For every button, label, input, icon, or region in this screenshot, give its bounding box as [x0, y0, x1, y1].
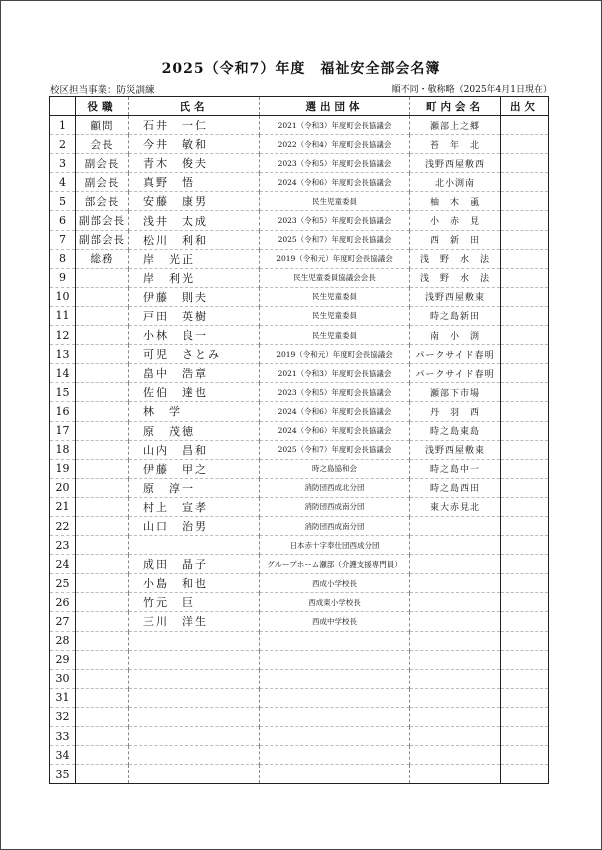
row-number: 31: [50, 688, 76, 707]
name-cell: 山内 昌和: [129, 440, 260, 459]
table-row: [50, 459, 549, 478]
name-cell: 伊藤 甲之: [129, 459, 260, 478]
row-number: 17: [50, 421, 76, 440]
town-cell: [410, 593, 501, 612]
row-number: 13: [50, 345, 76, 364]
name-cell: [129, 707, 260, 726]
table-row: [50, 135, 549, 154]
role-cell: [76, 421, 129, 440]
role-cell: [76, 536, 129, 555]
group-cell: 消防団西成南分団: [260, 516, 410, 535]
name-cell: 小林 良一: [129, 326, 260, 345]
attendance-cell: [501, 516, 549, 535]
table-row: [50, 421, 549, 440]
row-number: 18: [50, 440, 76, 459]
attendance-cell: [501, 154, 549, 173]
row-number: 26: [50, 593, 76, 612]
table-row: [50, 688, 549, 707]
row-number: 7: [50, 230, 76, 249]
header-row: [50, 97, 549, 116]
row-number: 32: [50, 707, 76, 726]
group-cell: 2021（令和3）年度町会長協議会: [260, 116, 410, 135]
role-cell: [76, 383, 129, 402]
row-number: 21: [50, 497, 76, 516]
name-cell: [129, 727, 260, 746]
town-cell: [410, 612, 501, 631]
name-cell: 今井 敏和: [129, 135, 260, 154]
name-cell: 畠中 浩章: [129, 364, 260, 383]
table-row: [50, 593, 549, 612]
attendance-cell: [501, 173, 549, 192]
group-cell: [260, 650, 410, 669]
group-cell: 消防団西成南分団: [260, 497, 410, 516]
name-cell: [129, 631, 260, 650]
group-cell: 民生児童委員: [260, 192, 410, 211]
town-cell: [410, 746, 501, 765]
table-row: [50, 326, 549, 345]
name-cell: 可児 さとみ: [129, 345, 260, 364]
table-row: [50, 440, 549, 459]
role-cell: [76, 440, 129, 459]
table-row: [50, 707, 549, 726]
town-cell: 浅 野 水 法: [410, 249, 501, 268]
role-cell: [76, 478, 129, 497]
group-cell: [260, 765, 410, 784]
table-row: [50, 669, 549, 688]
role-cell: [76, 306, 129, 325]
role-cell: [76, 555, 129, 574]
table-row: [50, 211, 549, 230]
attendance-cell: [501, 746, 549, 765]
town-cell: 瀬部上之郷: [410, 116, 501, 135]
name-cell: 浅井 太成: [129, 211, 260, 230]
name-cell: [129, 669, 260, 688]
town-cell: [410, 555, 501, 574]
role-cell: [76, 612, 129, 631]
row-number: 24: [50, 555, 76, 574]
table-row: [50, 746, 549, 765]
row-number: 16: [50, 402, 76, 421]
role-cell: [76, 707, 129, 726]
table-row: [50, 192, 549, 211]
table-row: [50, 306, 549, 325]
group-cell: [260, 631, 410, 650]
name-cell: 原 茂徳: [129, 421, 260, 440]
role-cell: [76, 516, 129, 535]
name-cell: 真野 悟: [129, 173, 260, 192]
header-role: 役職: [76, 97, 129, 116]
table-row: [50, 402, 549, 421]
group-cell: 2019（令和元）年度町会長協議会: [260, 249, 410, 268]
name-cell: 成田 晶子: [129, 555, 260, 574]
header-name: 氏名: [129, 97, 260, 116]
row-number: 27: [50, 612, 76, 631]
name-cell: [129, 746, 260, 765]
group-cell: 民生児童委員協議会会長: [260, 268, 410, 287]
table-row: [50, 364, 549, 383]
town-cell: 時之島中一: [410, 459, 501, 478]
town-cell: [410, 765, 501, 784]
town-cell: [410, 516, 501, 535]
group-cell: 日本赤十字奉仕団西成分団: [260, 536, 410, 555]
row-number: 14: [50, 364, 76, 383]
town-cell: [410, 688, 501, 707]
row-number: 20: [50, 478, 76, 497]
role-cell: [76, 326, 129, 345]
role-cell: [76, 287, 129, 306]
group-cell: 西成東小学校長: [260, 593, 410, 612]
row-number: 11: [50, 306, 76, 325]
town-cell: [410, 574, 501, 593]
table-row: [50, 478, 549, 497]
role-cell: 部会長: [76, 192, 129, 211]
name-cell: 佐伯 達也: [129, 383, 260, 402]
town-cell: 浅野西屋敷西: [410, 154, 501, 173]
attendance-cell: [501, 688, 549, 707]
attendance-cell: [501, 555, 549, 574]
town-cell: 時之島新田: [410, 306, 501, 325]
attendance-cell: [501, 135, 549, 154]
attendance-cell: [501, 116, 549, 135]
table-row: [50, 765, 549, 784]
row-number: 15: [50, 383, 76, 402]
attendance-cell: [501, 707, 549, 726]
group-cell: 2023（令和5）年度町会長協議会: [260, 211, 410, 230]
row-number: 6: [50, 211, 76, 230]
group-cell: [260, 669, 410, 688]
group-cell: 消防団西成北分団: [260, 478, 410, 497]
name-cell: 村上 宣孝: [129, 497, 260, 516]
group-cell: 2023（令和5）年度町会長協議会: [260, 154, 410, 173]
group-cell: 2024（令和6）年度町会長協議会: [260, 173, 410, 192]
role-cell: [76, 688, 129, 707]
group-cell: 2025（令和7）年度町会長協議会: [260, 440, 410, 459]
attendance-cell: [501, 574, 549, 593]
town-cell: 北小渕南: [410, 173, 501, 192]
group-cell: 時之島協和会: [260, 459, 410, 478]
header-town: 町内会名: [410, 97, 501, 116]
table-row: [50, 516, 549, 535]
table-row: [50, 536, 549, 555]
name-cell: 小島 和也: [129, 574, 260, 593]
table-row: [50, 612, 549, 631]
roster-table: [49, 96, 549, 784]
name-cell: [129, 688, 260, 707]
school-district-duty: 校区担当事業：防災訓練: [50, 85, 155, 96]
attendance-cell: [501, 364, 549, 383]
role-cell: [76, 402, 129, 421]
role-cell: 総務: [76, 249, 129, 268]
town-cell: パークサイド春明: [410, 364, 501, 383]
row-number: 3: [50, 154, 76, 173]
row-number: 9: [50, 268, 76, 287]
table-row: [50, 650, 549, 669]
attendance-cell: [501, 765, 549, 784]
role-cell: [76, 574, 129, 593]
name-cell: 石井 一仁: [129, 116, 260, 135]
town-cell: 東大赤見北: [410, 497, 501, 516]
table-row: [50, 154, 549, 173]
row-number: 19: [50, 459, 76, 478]
name-cell: 竹元 巨: [129, 593, 260, 612]
table-row: [50, 287, 549, 306]
role-cell: [76, 345, 129, 364]
role-cell: [76, 765, 129, 784]
attendance-cell: [501, 306, 549, 325]
attendance-cell: [501, 326, 549, 345]
row-number: 28: [50, 631, 76, 650]
group-cell: 民生児童委員: [260, 306, 410, 325]
table-row: [50, 249, 549, 268]
town-cell: [410, 650, 501, 669]
name-cell: 岸 光正: [129, 249, 260, 268]
name-cell: 安藤 康男: [129, 192, 260, 211]
name-cell: 松川 利和: [129, 230, 260, 249]
role-cell: [76, 669, 129, 688]
town-cell: [410, 707, 501, 726]
table-row: [50, 383, 549, 402]
header-no: [50, 97, 76, 116]
name-cell: [129, 765, 260, 784]
row-number: 8: [50, 249, 76, 268]
town-cell: 浅野西屋敷東: [410, 440, 501, 459]
group-cell: 2023（令和5）年度町会長協議会: [260, 383, 410, 402]
table-row: [50, 727, 549, 746]
role-cell: [76, 631, 129, 650]
name-cell: 三川 洋生: [129, 612, 260, 631]
table-row: [50, 173, 549, 192]
attendance-cell: [501, 230, 549, 249]
group-cell: 2022（令和4）年度町会長協議会: [260, 135, 410, 154]
header-group: 選出団体: [260, 97, 410, 116]
group-cell: [260, 746, 410, 765]
table-row: [50, 497, 549, 516]
role-cell: [76, 746, 129, 765]
role-cell: [76, 497, 129, 516]
name-cell: [129, 536, 260, 555]
group-cell: 2019（令和元）年度町会長協議会: [260, 345, 410, 364]
row-number: 5: [50, 192, 76, 211]
attendance-cell: [501, 192, 549, 211]
group-cell: 民生児童委員: [260, 326, 410, 345]
town-cell: [410, 669, 501, 688]
table-row: [50, 574, 549, 593]
attendance-cell: [501, 345, 549, 364]
attendance-cell: [501, 536, 549, 555]
role-cell: 顧問: [76, 116, 129, 135]
town-cell: 時之島西田: [410, 478, 501, 497]
role-cell: 副部会長: [76, 230, 129, 249]
as-of-note: 順不同・敬称略（2025年4月1日現在）: [391, 85, 552, 95]
attendance-cell: [501, 631, 549, 650]
name-cell: 伊藤 則夫: [129, 287, 260, 306]
attendance-cell: [501, 249, 549, 268]
attendance-cell: [501, 669, 549, 688]
group-cell: 2024（令和6）年度町会長協議会: [260, 421, 410, 440]
role-cell: [76, 364, 129, 383]
name-cell: 青木 俊夫: [129, 154, 260, 173]
attendance-cell: [501, 211, 549, 230]
attendance-cell: [501, 421, 549, 440]
group-cell: 民生児童委員: [260, 287, 410, 306]
attendance-cell: [501, 383, 549, 402]
attendance-cell: [501, 459, 549, 478]
table-row: [50, 345, 549, 364]
group-cell: 2025（令和7）年度町会長協議会: [260, 230, 410, 249]
row-number: 10: [50, 287, 76, 306]
document-title: 2025（令和7）年度 福祉安全部会名簿: [161, 61, 441, 77]
role-cell: 副部会長: [76, 211, 129, 230]
row-number: 25: [50, 574, 76, 593]
town-cell: 浅野西屋敷東: [410, 287, 501, 306]
town-cell: [410, 727, 501, 746]
role-cell: 副会長: [76, 173, 129, 192]
role-cell: [76, 593, 129, 612]
table-row: [50, 230, 549, 249]
group-cell: 西成中学校長: [260, 612, 410, 631]
header-attendance: 出欠: [501, 97, 549, 116]
roster-body: [50, 116, 549, 784]
town-cell: 時之島東島: [410, 421, 501, 440]
name-cell: 林 学: [129, 402, 260, 421]
name-cell: 戸田 英樹: [129, 306, 260, 325]
role-cell: [76, 727, 129, 746]
town-cell: 瀬部下市場: [410, 383, 501, 402]
group-cell: 西成小学校長: [260, 574, 410, 593]
role-cell: [76, 268, 129, 287]
attendance-cell: [501, 268, 549, 287]
group-cell: 2024（令和6）年度町会長協議会: [260, 402, 410, 421]
row-number: 2: [50, 135, 76, 154]
town-cell: 浅 野 水 法: [410, 268, 501, 287]
attendance-cell: [501, 727, 549, 746]
attendance-cell: [501, 497, 549, 516]
attendance-cell: [501, 402, 549, 421]
town-cell: 苔 年 北: [410, 135, 501, 154]
row-number: 30: [50, 669, 76, 688]
row-number: 29: [50, 650, 76, 669]
town-cell: [410, 536, 501, 555]
row-number: 1: [50, 116, 76, 135]
town-cell: [410, 631, 501, 650]
town-cell: 柚 木 颪: [410, 192, 501, 211]
attendance-cell: [501, 478, 549, 497]
row-number: 23: [50, 536, 76, 555]
attendance-cell: [501, 593, 549, 612]
name-cell: 岸 利光: [129, 268, 260, 287]
role-cell: 会長: [76, 135, 129, 154]
table-row: [50, 631, 549, 650]
row-number: 35: [50, 765, 76, 784]
town-cell: パークサイド春明: [410, 345, 501, 364]
table-row: [50, 555, 549, 574]
group-cell: [260, 688, 410, 707]
attendance-cell: [501, 650, 549, 669]
table-row: [50, 268, 549, 287]
town-cell: 丹 羽 西: [410, 402, 501, 421]
town-cell: 南 小 渕: [410, 326, 501, 345]
town-cell: 小 赤 見: [410, 211, 501, 230]
town-cell: 西 新 田: [410, 230, 501, 249]
row-number: 33: [50, 727, 76, 746]
group-cell: [260, 727, 410, 746]
name-cell: 山口 治男: [129, 516, 260, 535]
row-number: 34: [50, 746, 76, 765]
group-cell: [260, 707, 410, 726]
role-cell: 副会長: [76, 154, 129, 173]
row-number: 4: [50, 173, 76, 192]
attendance-cell: [501, 612, 549, 631]
group-cell: 2021（令和3）年度町会長協議会: [260, 364, 410, 383]
name-cell: [129, 650, 260, 669]
table-row: [50, 116, 549, 135]
role-cell: [76, 459, 129, 478]
row-number: 12: [50, 326, 76, 345]
row-number: 22: [50, 516, 76, 535]
attendance-cell: [501, 440, 549, 459]
group-cell: グループホーム瀬部（介護支援専門員）: [260, 555, 410, 574]
attendance-cell: [501, 287, 549, 306]
name-cell: 原 淳一: [129, 478, 260, 497]
role-cell: [76, 650, 129, 669]
